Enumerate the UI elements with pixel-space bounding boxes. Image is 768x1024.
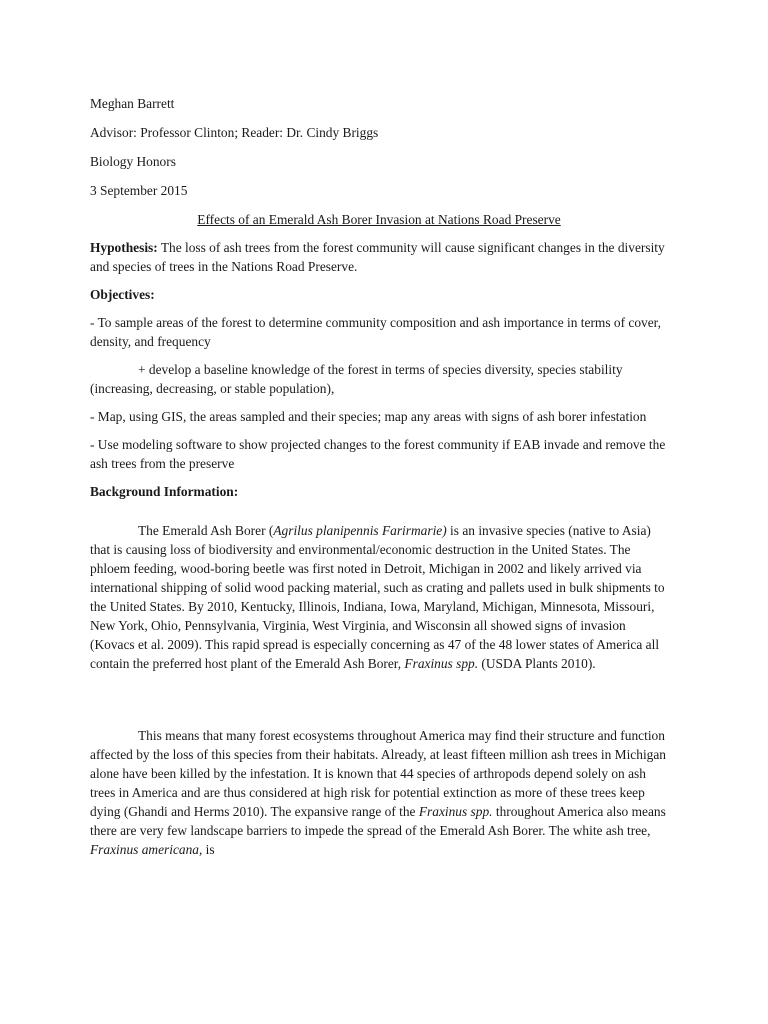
hypothesis-label: Hypothesis: <box>90 240 158 255</box>
objectives-heading: Objectives: <box>90 287 155 302</box>
objective-item: - To sample areas of the forest to determine community composition and ash importance in terms of cover, density, and frequency <box>90 315 661 349</box>
genus-name: Fraxinus spp. <box>404 656 479 671</box>
objective-item: - Use modeling software to show projected changes to the forest community if EAB invade and remove the ash trees from the preserve <box>90 437 666 471</box>
objective-item: - Map, using GIS, the areas sampled and their species; map any areas with signs of ash borer infestation <box>90 409 647 424</box>
objective-item: + develop a baseline knowledge of the forest in terms of species diversity, species stability (increasing, decreasing, or stable population), <box>90 362 623 396</box>
hypothesis-text: The loss of ash trees from the forest community will cause significant changes in the diversity and species of trees in the Nations Road Preserve. <box>90 240 665 274</box>
species-name: Fraxinus americana, <box>90 842 203 857</box>
background-paragraph-2 <box>90 726 668 859</box>
text-run: (USDA Plants 2010). <box>478 656 596 671</box>
document-title: Effects of an Emerald Ash Borer Invasion at Nations Road Preserve <box>197 212 561 227</box>
text-run: This means that many forest ecosystems throughout America may find their structure and function affected by the loss of this species from their habitats. Already, at least fifteen million ash trees in Michigan alone have been killed by the infestation. It is known that 44 species of arthropods depend solely on ash trees in America and are thus considered at high risk for potential extinction as more of these trees keep dying (Ghandi and Herms 2010). The expansive range of the <box>90 728 667 819</box>
course-name: Biology Honors <box>90 154 176 169</box>
advisor-line: Advisor: Professor Clinton; Reader: Dr. Cindy Briggs <box>90 125 379 140</box>
text-run: throughout America also means there are very few landscape barriers to impede the spread of the Emerald Ash Borer. The white ash tree, <box>90 804 666 838</box>
genus-name: Fraxinus spp. <box>418 804 493 819</box>
text-run: is an invasive species (native to Asia) that is causing loss of biodiversity and environmental/economic destruction in the United States. The phloem feeding, wood-boring beetle was first noted in Detroit, Michigan in 2002 and likely arrived via international shipping of solid wood packing material, such as crating and pallets used in bulk shipments to the United States. By 2010, Kentucky, Illinois, Indiana, Iowa, Maryland, Michigan, Minnesota, Missouri, New York, Ohio, Pennsylvania, Virginia, West Virginia, and Wisconsin all showed signs of invasion (Kovacs et al. 2009). This rapid spread is especially concerning as 47 of the 48 lower states of America all contain the preferred host plant of the Emerald Ash Borer, <box>90 523 665 671</box>
background-heading: Background Information: <box>90 484 239 499</box>
text-run: is <box>202 842 215 857</box>
hypothesis-paragraph <box>90 238 668 276</box>
species-name: Agrilus planipennis Farirmarie) <box>273 523 447 538</box>
background-paragraph-1 <box>90 521 668 673</box>
document-date: 3 September 2015 <box>90 183 188 198</box>
spacer <box>90 682 668 726</box>
text-run: The Emerald Ash Borer ( <box>138 523 274 538</box>
author-name: Meghan Barrett <box>90 96 175 111</box>
